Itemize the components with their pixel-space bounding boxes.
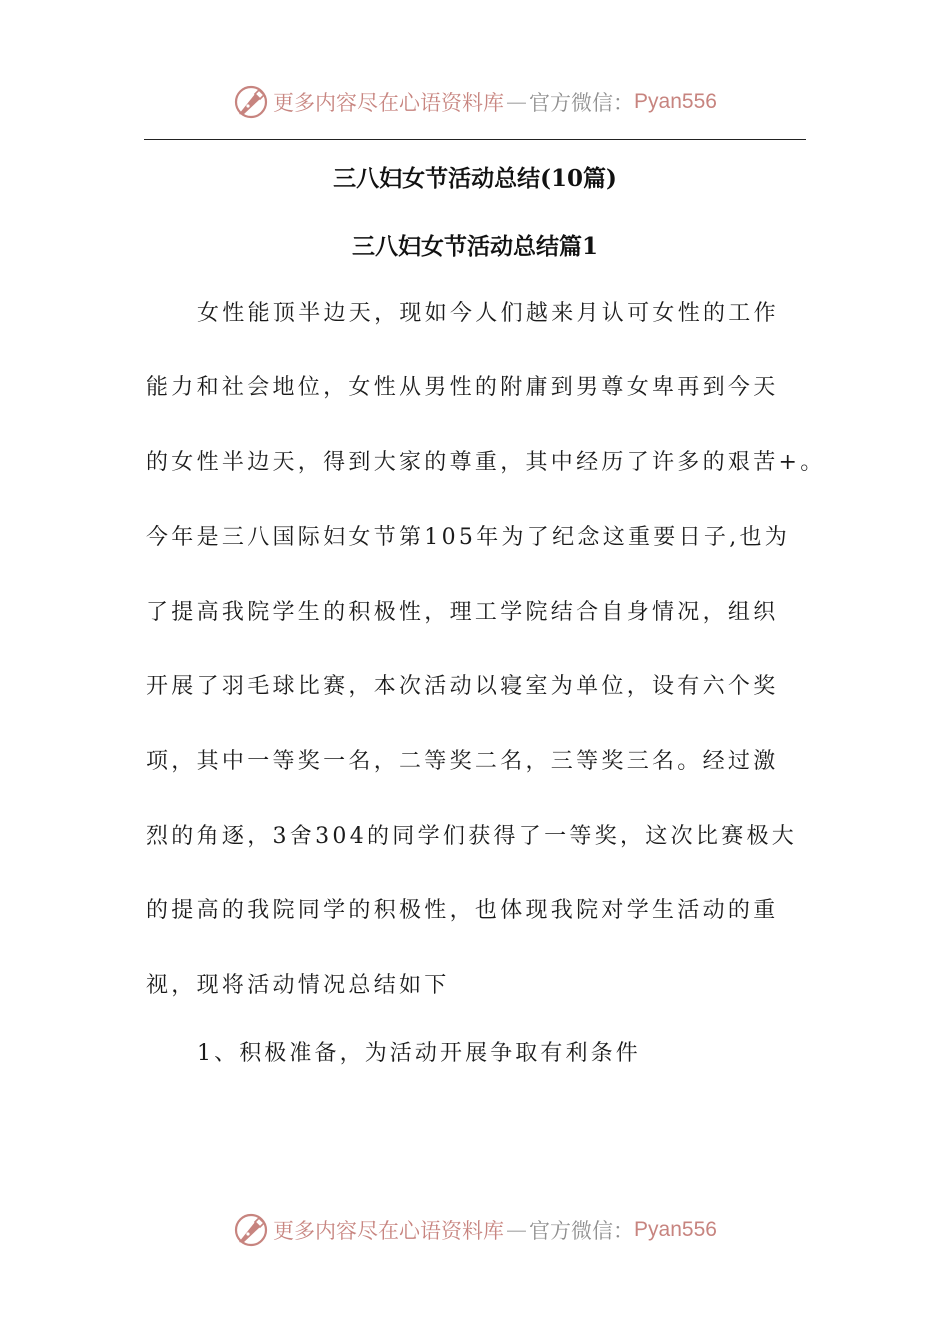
- document-title: 三八妇女节活动总结(10篇): [333, 165, 617, 192]
- paragraph-line: 女性能顶半边天，现如今人们越来月认可女性的工作: [197, 301, 779, 326]
- paragraph-line: 今年是三八国际妇女节第105年为了纪念这重要日子,也为: [146, 525, 791, 550]
- header-slogan: 更多内容尽在心语资料库: [273, 91, 505, 115]
- paragraph-line: 视，现将活动情况总结如下: [146, 973, 450, 998]
- pen-nib-logo-icon: [233, 1212, 269, 1248]
- pen-nib-logo-icon: [233, 84, 269, 120]
- header-divider: [144, 139, 806, 140]
- header-wechat-id: Pyan556: [634, 90, 717, 113]
- paragraph-line: 的女性半边天，得到大家的尊重，其中经历了许多的艰苦+。: [146, 450, 826, 475]
- paragraph-line: 项，其中一等奖一名，二等奖二名，三等奖三名。经过激: [146, 749, 779, 774]
- paragraph-line: 的提高的我院同学的积极性，也体现我院对学生活动的重: [146, 898, 779, 923]
- list-item-1: 1、积极准备，为活动开展争取有利条件: [197, 1041, 641, 1066]
- header-brand: [0, 82, 950, 122]
- footer-brand: [0, 1210, 950, 1250]
- header-separator: —: [506, 90, 528, 114]
- paragraph-line: 烈的角逐，3舍304的同学们获得了一等奖，这次比赛极大: [146, 824, 798, 849]
- section-title: 三八妇女节活动总结篇1: [351, 233, 598, 260]
- header-wechat-label: 官方微信：: [529, 91, 635, 115]
- paragraph-line: 开展了羽毛球比赛，本次活动以寝室为单位，设有六个奖: [146, 674, 779, 699]
- paragraph-line: 能力和社会地位，女性从男性的附庸到男尊女卑再到今天: [146, 375, 779, 400]
- footer-wechat-id: Pyan556: [634, 1218, 717, 1241]
- footer-slogan: 更多内容尽在心语资料库: [273, 1219, 505, 1243]
- paragraph-line: 了提高我院学生的积极性，理工学院结合自身情况，组织: [146, 600, 779, 625]
- footer-separator: —: [506, 1218, 528, 1242]
- footer-wechat-label: 官方微信：: [529, 1219, 635, 1243]
